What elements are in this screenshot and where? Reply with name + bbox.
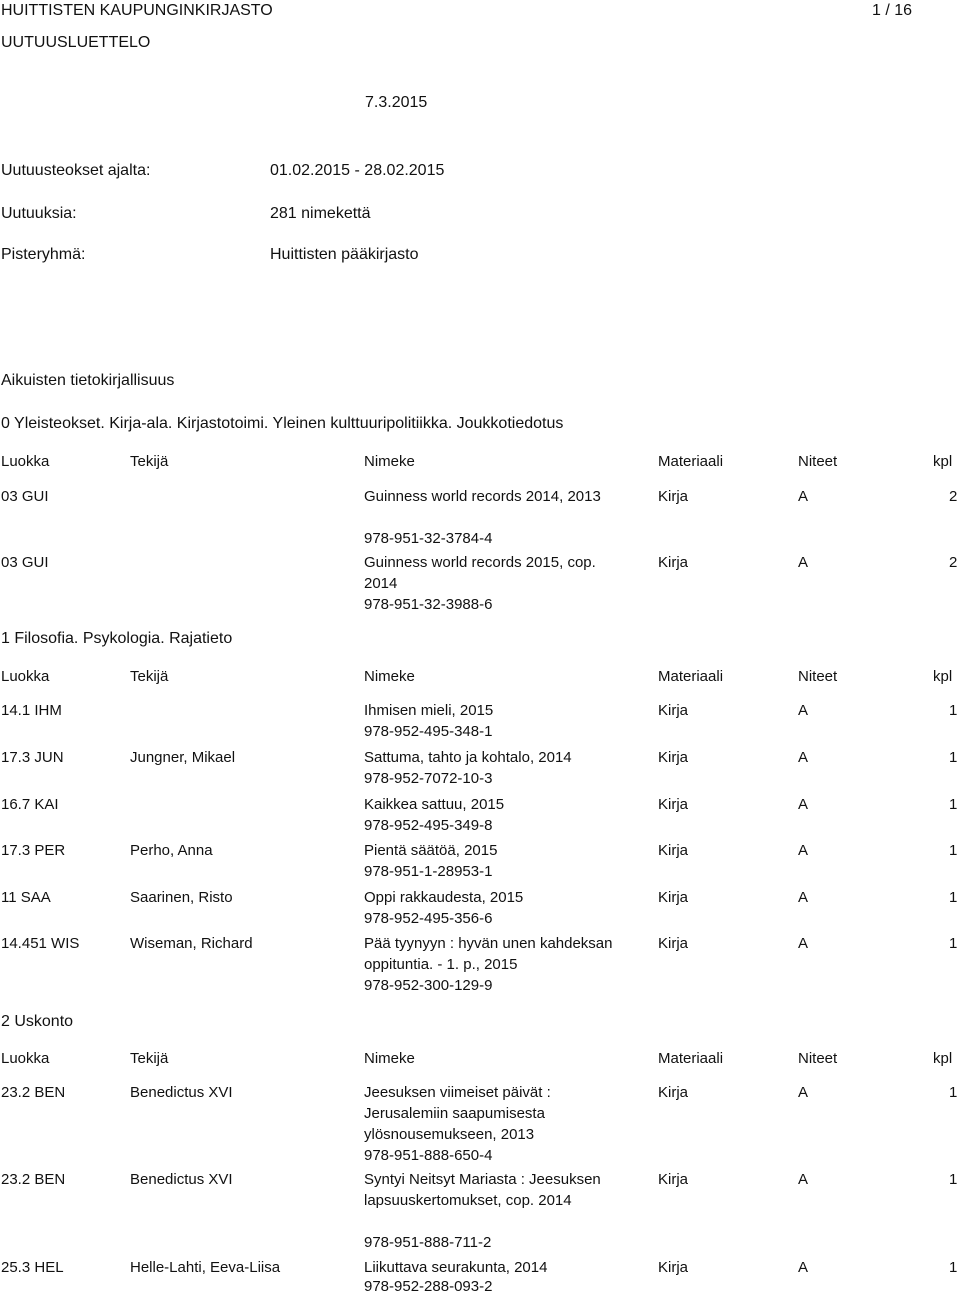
col-materiaali: Materiaali (658, 453, 724, 470)
col-luokka: Luokka (1, 668, 50, 685)
col-niteet: Niteet (798, 453, 838, 470)
row-nimeke: Ihmisen mieli, 2015 (364, 702, 494, 719)
row-luokka: 03 GUI (1, 554, 49, 571)
page-number: 1 / 16 (872, 2, 913, 19)
row-nimeke: Syntyi Neitsyt Mariasta : Jeesuksen lapsuuskertomukset, cop. 2014 (364, 1171, 601, 1209)
row-tekija: Benedictus XVI (130, 1171, 233, 1188)
row-niteet: A (798, 488, 809, 505)
col-luokka: Luokka (1, 453, 50, 470)
row-materiaali: Kirja (658, 554, 689, 571)
row-isbn: 978-951-32-3784-4 (364, 530, 493, 547)
row-niteet: A (798, 554, 809, 571)
row-isbn: 978-951-888-711-2 (364, 1234, 492, 1251)
section-heading: 2 Uskonto (1, 1013, 74, 1030)
row-materiaali: Kirja (658, 749, 689, 766)
count-label: Uutuuksia: (1, 205, 77, 222)
row-luokka: 03 GUI (1, 488, 49, 505)
row-luokka: 14.451 WIS (1, 935, 80, 952)
row-isbn: 978-952-495-356-6 (364, 910, 493, 927)
col-tekija: Tekijä (130, 1050, 169, 1067)
row-kpl: 1 (949, 1084, 958, 1101)
row-kpl: 2 (949, 488, 958, 505)
row-tekija: Saarinen, Risto (130, 889, 233, 906)
row-nimeke: Sattuma, tahto ja kohtalo, 2014 (364, 749, 572, 766)
pointgroup-label: Pisteryhmä: (1, 246, 86, 263)
row-kpl: 1 (949, 935, 958, 952)
row-niteet: A (798, 935, 809, 952)
row-nimeke: Guinness world records 2015, cop. 2014 (364, 554, 596, 592)
row-niteet: A (798, 749, 809, 766)
row-nimeke: Liikuttava seurakunta, 2014 (364, 1259, 548, 1276)
section-heading: 0 Yleisteokset. Kirja-ala. Kirjastotoimi. Yleinen kulttuuripolitiikka. Joukkotiedotus (1, 415, 564, 432)
row-niteet: A (798, 796, 809, 813)
row-kpl: 2 (949, 554, 958, 571)
row-isbn: 978-952-300-129-9 (364, 977, 493, 994)
row-luokka: 17.3 JUN (1, 749, 64, 766)
col-kpl: kpl (933, 1050, 953, 1067)
row-kpl: 1 (949, 842, 958, 859)
pointgroup-value: Huittisten pääkirjasto (270, 246, 419, 263)
col-tekija: Tekijä (130, 668, 169, 685)
row-niteet: A (798, 842, 809, 859)
row-isbn: 978-951-888-650-4 (364, 1147, 493, 1164)
row-materiaali: Kirja (658, 842, 689, 859)
row-tekija: Perho, Anna (130, 842, 213, 859)
row-materiaali: Kirja (658, 796, 689, 813)
row-materiaali: Kirja (658, 889, 689, 906)
row-niteet: A (798, 889, 809, 906)
row-nimeke: Kaikkea sattuu, 2015 (364, 796, 505, 813)
row-niteet: A (798, 1259, 809, 1276)
row-materiaali: Kirja (658, 488, 689, 505)
count-value: 281 nimekettä (270, 205, 371, 222)
collection-heading: Aikuisten tietokirjallisuus (1, 372, 175, 389)
period-label: Uutuusteokset ajalta: (1, 162, 151, 179)
col-tekija: Tekijä (130, 453, 169, 470)
row-isbn: 978-951-32-3988-6 (364, 596, 493, 613)
row-nimeke: Pää tyynyyn : hyvän unen kahdeksan oppituntia. - 1. p., 2015 (364, 935, 613, 973)
row-isbn: 978-952-495-348-1 (364, 723, 493, 740)
section-heading: 1 Filosofia. Psykologia. Rajatieto (1, 630, 233, 647)
list-title: UUTUUSLUETTELO (1, 34, 151, 51)
row-luokka: 16.7 KAI (1, 796, 59, 813)
row-tekija: Jungner, Mikael (130, 749, 236, 766)
row-niteet: A (798, 1084, 809, 1101)
row-nimeke: Jeesuksen viimeiset päivät : Jerusalemiin saapumisesta ylösnousemukseen, 2013 (364, 1084, 551, 1143)
row-kpl: 1 (949, 1259, 958, 1276)
row-isbn: 978-951-1-28953-1 (364, 863, 493, 880)
row-tekija: Wiseman, Richard (130, 935, 253, 952)
row-luokka: 23.2 BEN (1, 1084, 66, 1101)
row-luokka: 23.2 BEN (1, 1171, 66, 1188)
row-luokka: 17.3 PER (1, 842, 66, 859)
row-luokka: 14.1 IHM (1, 702, 62, 719)
report-date: 7.3.2015 (365, 94, 428, 111)
row-isbn: 978-952-495-349-8 (364, 817, 493, 834)
row-materiaali: Kirja (658, 1084, 689, 1101)
col-nimeke: Nimeke (364, 453, 415, 470)
row-materiaali: Kirja (658, 1171, 689, 1188)
col-niteet: Niteet (798, 668, 838, 685)
col-luokka: Luokka (1, 1050, 50, 1067)
row-nimeke: Guinness world records 2014, 2013 (364, 488, 601, 505)
col-kpl: kpl (933, 453, 953, 470)
row-tekija: Benedictus XVI (130, 1084, 233, 1101)
library-name: HUITTISTEN KAUPUNGINKIRJASTO (1, 2, 273, 19)
row-niteet: A (798, 1171, 809, 1188)
col-nimeke: Nimeke (364, 668, 415, 685)
row-nimeke: Pientä säätöä, 2015 (364, 842, 498, 859)
row-isbn: 978-952-7072-10-3 (364, 770, 493, 787)
row-materiaali: Kirja (658, 935, 689, 952)
row-materiaali: Kirja (658, 702, 689, 719)
row-luokka: 25.3 HEL (1, 1259, 64, 1276)
col-nimeke: Nimeke (364, 1050, 415, 1067)
period-value: 01.02.2015 - 28.02.2015 (270, 162, 445, 179)
row-kpl: 1 (949, 749, 958, 766)
row-tekija: Helle-Lahti, Eeva-Liisa (130, 1259, 281, 1276)
row-kpl: 1 (949, 889, 958, 906)
row-kpl: 1 (949, 1171, 958, 1188)
col-niteet: Niteet (798, 1050, 838, 1067)
row-nimeke: Oppi rakkaudesta, 2015 (364, 889, 524, 906)
col-kpl: kpl (933, 668, 953, 685)
row-kpl: 1 (949, 702, 958, 719)
row-kpl: 1 (949, 796, 958, 813)
row-isbn: 978-952-288-093-2 (364, 1278, 493, 1295)
col-materiaali: Materiaali (658, 668, 724, 685)
row-materiaali: Kirja (658, 1259, 689, 1276)
row-niteet: A (798, 702, 809, 719)
col-materiaali: Materiaali (658, 1050, 724, 1067)
row-luokka: 11 SAA (1, 889, 51, 906)
